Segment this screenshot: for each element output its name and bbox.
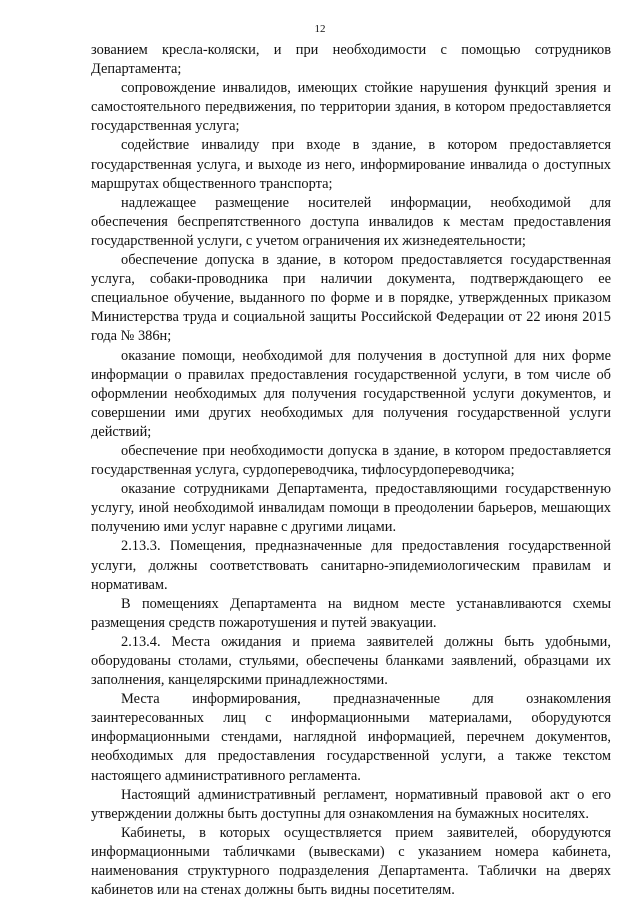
document-body — [91, 41, 611, 900]
paragraph-regulation-availability: Настоящий административный регламент, нормативный правовой акт о его утверждении должны быть доступны для ознакомления на бумажных носителях. — [91, 786, 611, 822]
paragraph-wheelchair-continuation: зованием кресла-коляски, и при необходимости с помощью сотрудников Департамента; — [91, 42, 611, 78]
paragraph-information-help: оказание помощи, необходимой для получения в доступной для них форме информации о правилах предоставления государственной услуги, в том числе об оформлении необходимых для получения государственной услуги документов, и совершении ими других необходимых для получения государственной услуги действий; — [91, 347, 611, 440]
paragraph-staff-assistance: оказание сотрудниками Департамента, предоставляющими государственную услугу, иной необходимой инвалидам помощи в преодолении барьеров, мешающих получению ими услуг наравне с другими лицами. — [91, 481, 611, 536]
paragraph-information-placement: надлежащее размещение носителей информации, необходимой для обеспечения беспрепятственного доступа инвалидов к местам предоставления государственной услуги, с учетом ограничения их жизнедеятельности; — [91, 194, 611, 249]
paragraph-escort-disabled: сопровождение инвалидов, имеющих стойкие нарушения функций зрения и самостоятельного передвижения, по территории здания, в котором предоставляется государственная услуга; — [91, 80, 611, 135]
paragraph-guide-dog-access: обеспечение допуска в здание, в котором предоставляется государственная услуга, собаки-проводника при наличии документа, подтверждающего ее специальное обучение, выданного по форме и в порядке, утвержденных приказом Министерства труда и социальной защиты Российской Федерации от 22 июня 2015 года № 386н; — [91, 252, 611, 345]
paragraph-entry-assistance: содействие инвалиду при входе в здание, в котором предоставляется государственная услуга, и выходе из него, информирование инвалида о доступных маршрутах общественного транспорта; — [91, 137, 611, 192]
paragraph-information-stands: Места информирования, предназначенные для ознакомления заинтересованных лиц с информационными материалами, оборудуются информационными стендами, наглядной информацией, перечнем документов, необходимых для предоставления государственной услуги, а также текстом настоящего административного регламента. — [91, 691, 611, 784]
page-number: 12 — [314, 23, 326, 35]
paragraph-interpreter-access: обеспечение при необходимости допуска в здание, в котором предоставляется государственная услуга, сурдопереводчика, тифлосурдопереводчика; — [91, 442, 611, 479]
paragraph-section-2-13-3: 2.13.3. Помещения, предназначенные для предоставления государственной услуги, должны соответствовать санитарно-эпидемиологическим правилам и нормативам. — [91, 538, 611, 593]
paragraph-office-signs: Кабинеты, в которых осуществляется прием заявителей, оборудуются информационными табличками (вывесками) с указанием номера кабинета, наименования структурного подразделения Департамента. Таблички на дверях кабинетов или на стенах должны быть видны посетителям. — [91, 824, 611, 899]
paragraph-evacuation-schemes: В помещениях Департамента на видном месте устанавливаются схемы размещения средств пожаротушения и путей эвакуации. — [91, 595, 611, 631]
paragraph-section-2-13-4: 2.13.4. Места ожидания и приема заявителей должны быть удобными, оборудованы столами, стульями, обеспечены бланками заявлений, образцами их заполнения, канцелярскими принадлежностями. — [91, 633, 611, 689]
